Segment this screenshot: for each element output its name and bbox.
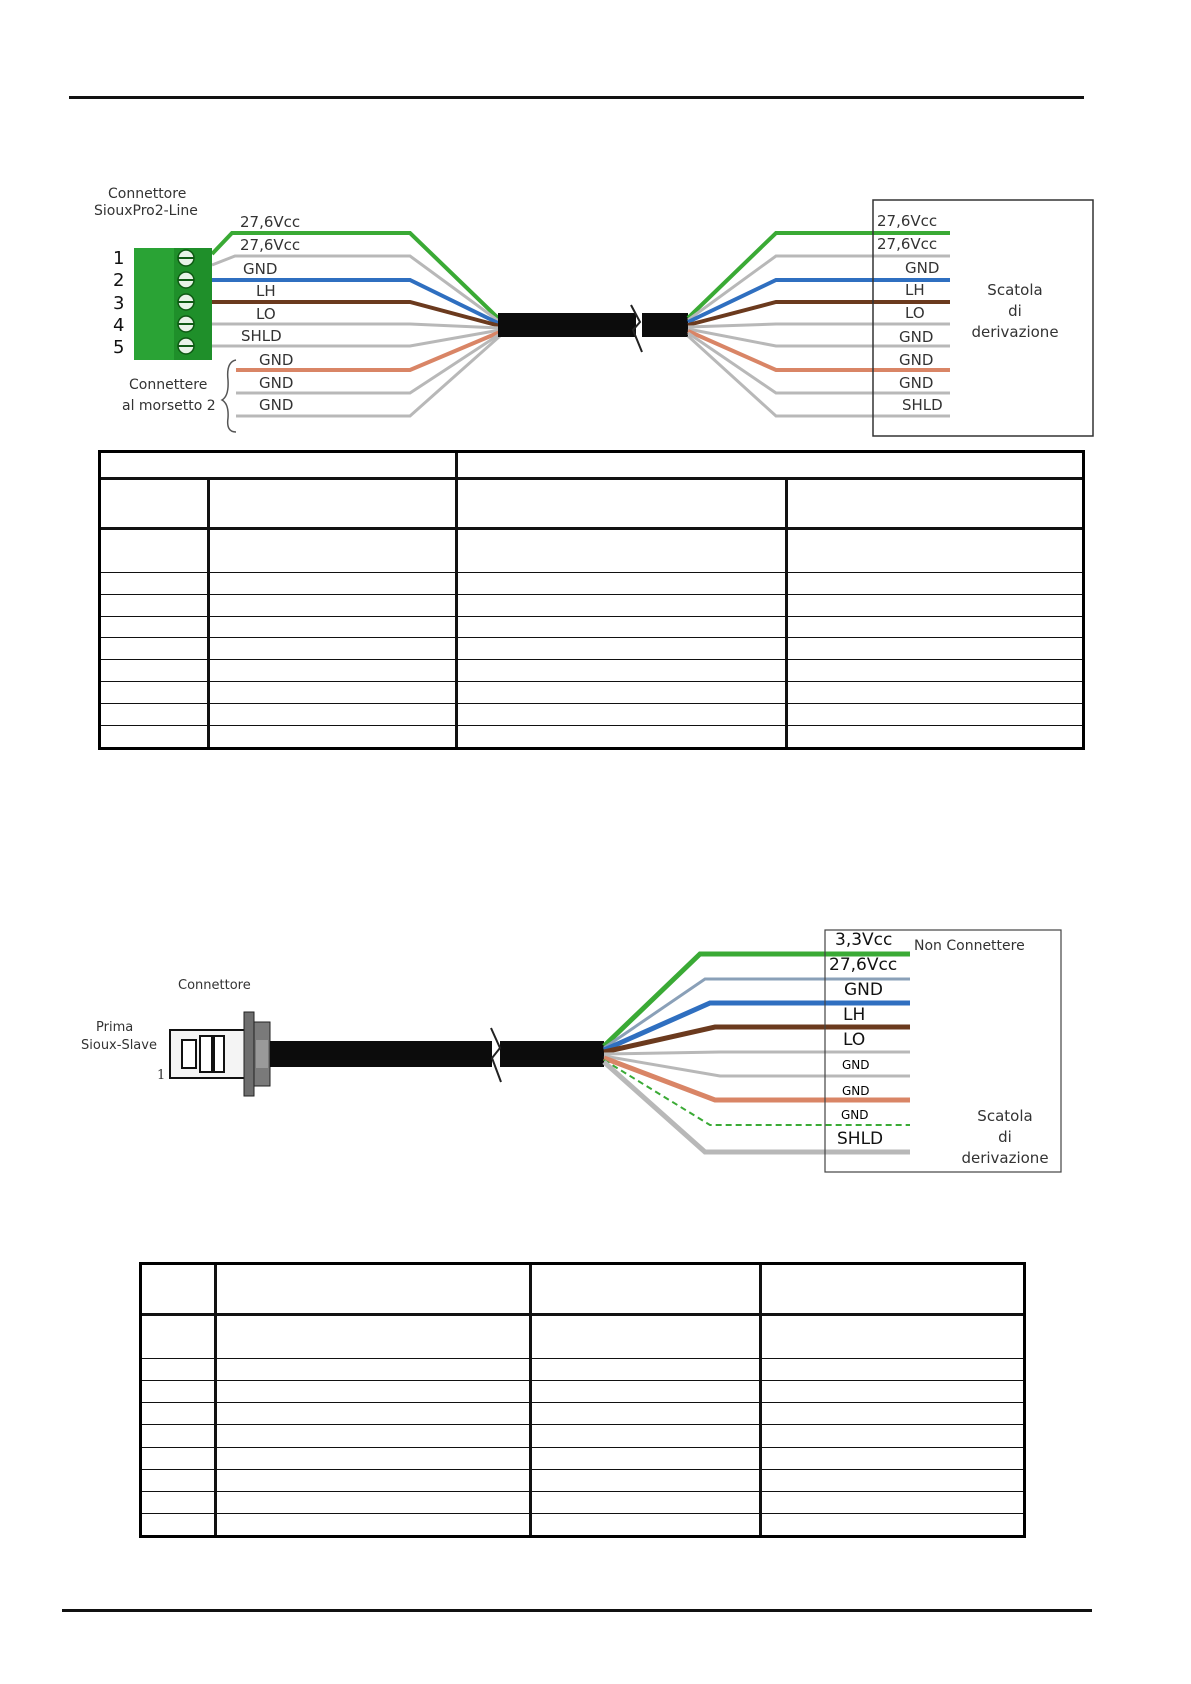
table-cell [787, 594, 1083, 616]
table-cell [457, 616, 787, 638]
table-cell [209, 572, 457, 594]
terminal-wire-label: GND [259, 351, 294, 369]
table-cell [216, 1381, 531, 1403]
table-cell [457, 660, 787, 682]
table-cell [101, 479, 209, 529]
table-row [101, 726, 1083, 748]
table-cell [761, 1403, 1024, 1425]
table-cell [209, 529, 457, 573]
table-row [142, 1381, 1024, 1403]
table-cell [209, 616, 457, 638]
table-cell [142, 1403, 216, 1425]
cable-right [642, 313, 688, 337]
table-row [101, 594, 1083, 616]
not-connect-note: Non Connettere [914, 938, 1025, 954]
table-cell [531, 1403, 761, 1425]
table-cell [209, 660, 457, 682]
table-row [101, 529, 1083, 573]
table-row [101, 638, 1083, 660]
table-header-row [142, 1265, 1024, 1315]
right-wire-label: GND [899, 374, 934, 392]
box-label-line: derivazione [971, 323, 1059, 341]
table-cell [216, 1491, 531, 1513]
table-cell [101, 726, 209, 748]
terminal-label-line1: Connettere [129, 377, 208, 393]
table-cell [787, 479, 1083, 529]
table-row [101, 660, 1083, 682]
terminal-wire-label: GND [259, 396, 294, 414]
table-cell [216, 1447, 531, 1469]
table-cell [457, 638, 787, 660]
table-row [142, 1469, 1024, 1491]
cable-2-break [491, 1028, 501, 1082]
table-cell [101, 616, 209, 638]
table-row [142, 1491, 1024, 1513]
brace [222, 360, 236, 432]
box-label-line: Scatola [977, 1107, 1033, 1125]
table-cell [457, 594, 787, 616]
table-cell [761, 1315, 1024, 1359]
table-cell [761, 1425, 1024, 1447]
table-cell [101, 572, 209, 594]
connector-label-line1: Connettore [108, 186, 187, 202]
table-cell [216, 1425, 531, 1447]
table-row [142, 1403, 1024, 1425]
table-cell [761, 1359, 1024, 1381]
connector-label-2: Connettore [178, 978, 251, 993]
table-cell [787, 726, 1083, 748]
pin-number-5: 5 [113, 337, 125, 358]
pin-label-2: 1 [157, 1068, 166, 1083]
table-cell [209, 638, 457, 660]
left-wire-label: SHLD [241, 327, 282, 345]
right-wire-label-2: LO [843, 1030, 866, 1050]
box-label-line: Scatola [987, 281, 1043, 299]
table-cell [216, 1469, 531, 1491]
terminal-block [134, 248, 212, 360]
table-row [101, 572, 1083, 594]
right-wire-label-2: GND [844, 980, 883, 1000]
box-label-line: di [1008, 302, 1022, 320]
cable-left [498, 313, 636, 337]
terminal-label-line2: al morsetto 2 [122, 398, 216, 414]
table-cell [761, 1447, 1024, 1469]
table-cell [142, 1469, 216, 1491]
terminal-wire-label: GND [259, 374, 294, 392]
table-cell [531, 1425, 761, 1447]
table-cell [142, 1265, 216, 1315]
pin-number-3: 3 [113, 293, 125, 314]
table-cell [531, 1491, 761, 1513]
right-wire-label: 27,6Vcc [877, 212, 938, 230]
table-cell [216, 1315, 531, 1359]
table-cell [531, 1513, 761, 1535]
left-wire-label: LH [256, 282, 276, 300]
table-cell [101, 594, 209, 616]
cable-2-right [500, 1041, 604, 1067]
table-cell [531, 1359, 761, 1381]
left-wire-label: 27,6Vcc [240, 213, 301, 231]
right-wire-label-2: SHLD [837, 1129, 884, 1149]
table-header-row [101, 479, 1083, 529]
connector-label-line2: SiouxPro2-Line [94, 203, 198, 219]
table-cell [101, 660, 209, 682]
table-row [101, 682, 1083, 704]
table-cell [761, 1513, 1024, 1535]
table-cell [209, 479, 457, 529]
rj-connector [170, 1012, 270, 1096]
table-row [142, 1447, 1024, 1469]
table-row [142, 1425, 1024, 1447]
table-row [101, 616, 1083, 638]
table-cell [457, 682, 787, 704]
left-wire-label: GND [243, 260, 278, 278]
table-cell [787, 529, 1083, 573]
right-wire-label-2: GND [841, 1108, 869, 1122]
table-cell [142, 1447, 216, 1469]
table-cell [531, 1469, 761, 1491]
table-cell [457, 529, 787, 573]
table-cell [531, 1381, 761, 1403]
table-cell [142, 1359, 216, 1381]
right-wire-label: LO [905, 304, 925, 322]
left-wire-label: 27,6Vcc [240, 236, 301, 254]
table-cell [531, 1315, 761, 1359]
device-label-line1: Prima [96, 1020, 134, 1035]
table-cell [761, 1491, 1024, 1513]
box-label-line: di [998, 1128, 1012, 1146]
junction-box-label-1 [960, 280, 1070, 343]
table-cell [209, 682, 457, 704]
left-wire-label: LO [256, 305, 276, 323]
table-cell [209, 704, 457, 726]
table-row [142, 1315, 1024, 1359]
table-row [142, 1359, 1024, 1381]
right-wire-label: SHLD [902, 396, 943, 414]
right-wire-label: GND [905, 259, 940, 277]
table-cell [457, 704, 787, 726]
table-cell [142, 1491, 216, 1513]
table-cell [787, 638, 1083, 660]
table-cell [101, 638, 209, 660]
wiring-table-1 [100, 452, 1083, 748]
table-row [142, 1513, 1024, 1535]
device-label-line2: Sioux-Slave [81, 1038, 157, 1053]
right-wire-label: GND [899, 328, 934, 346]
footer-rule [62, 1609, 1092, 1612]
right-wire-label: LH [905, 281, 925, 299]
box-label-line: derivazione [961, 1149, 1049, 1167]
right-wire-label-2: 3,3Vcc [835, 930, 893, 950]
right-wire-label-2: LH [843, 1005, 866, 1025]
table-cell [761, 1469, 1024, 1491]
table-cell [531, 1265, 761, 1315]
table-cell [457, 572, 787, 594]
table-cell [101, 682, 209, 704]
table-cell [457, 726, 787, 748]
table-cell [101, 453, 457, 479]
table-cell [787, 704, 1083, 726]
pin-number-2: 2 [113, 270, 125, 291]
table-cell [761, 1381, 1024, 1403]
table-cell [142, 1425, 216, 1447]
pin-number-1: 1 [113, 248, 125, 269]
table-cell [216, 1403, 531, 1425]
table-cell [142, 1381, 216, 1403]
table-header-row [101, 453, 1083, 479]
table-cell [787, 572, 1083, 594]
right-wire-label: GND [899, 351, 934, 369]
table-cell [142, 1513, 216, 1535]
table-row [101, 704, 1083, 726]
table-cell [209, 594, 457, 616]
table-cell [101, 704, 209, 726]
table-cell [216, 1513, 531, 1535]
table-cell [457, 479, 787, 529]
table-cell [457, 453, 1083, 479]
right-wire-label-2: 27,6Vcc [829, 955, 898, 975]
wire-white-r2 [688, 324, 950, 327]
table-cell [787, 682, 1083, 704]
table-cell [209, 726, 457, 748]
table-cell [101, 529, 209, 573]
cable-2-left [270, 1041, 492, 1067]
right-wire-label-2: GND [842, 1058, 870, 1072]
table-cell [531, 1447, 761, 1469]
table-cell [142, 1315, 216, 1359]
table-cell [216, 1265, 531, 1315]
table-cell [787, 616, 1083, 638]
right-wire-label-2: GND [842, 1084, 870, 1098]
table-cell [761, 1265, 1024, 1315]
junction-box-label-2 [950, 1106, 1060, 1169]
wiring-table-2 [141, 1264, 1024, 1536]
table-cell [216, 1359, 531, 1381]
table-cell [787, 660, 1083, 682]
right-wire-label: 27,6Vcc [877, 235, 938, 253]
pin-number-4: 4 [113, 315, 125, 336]
